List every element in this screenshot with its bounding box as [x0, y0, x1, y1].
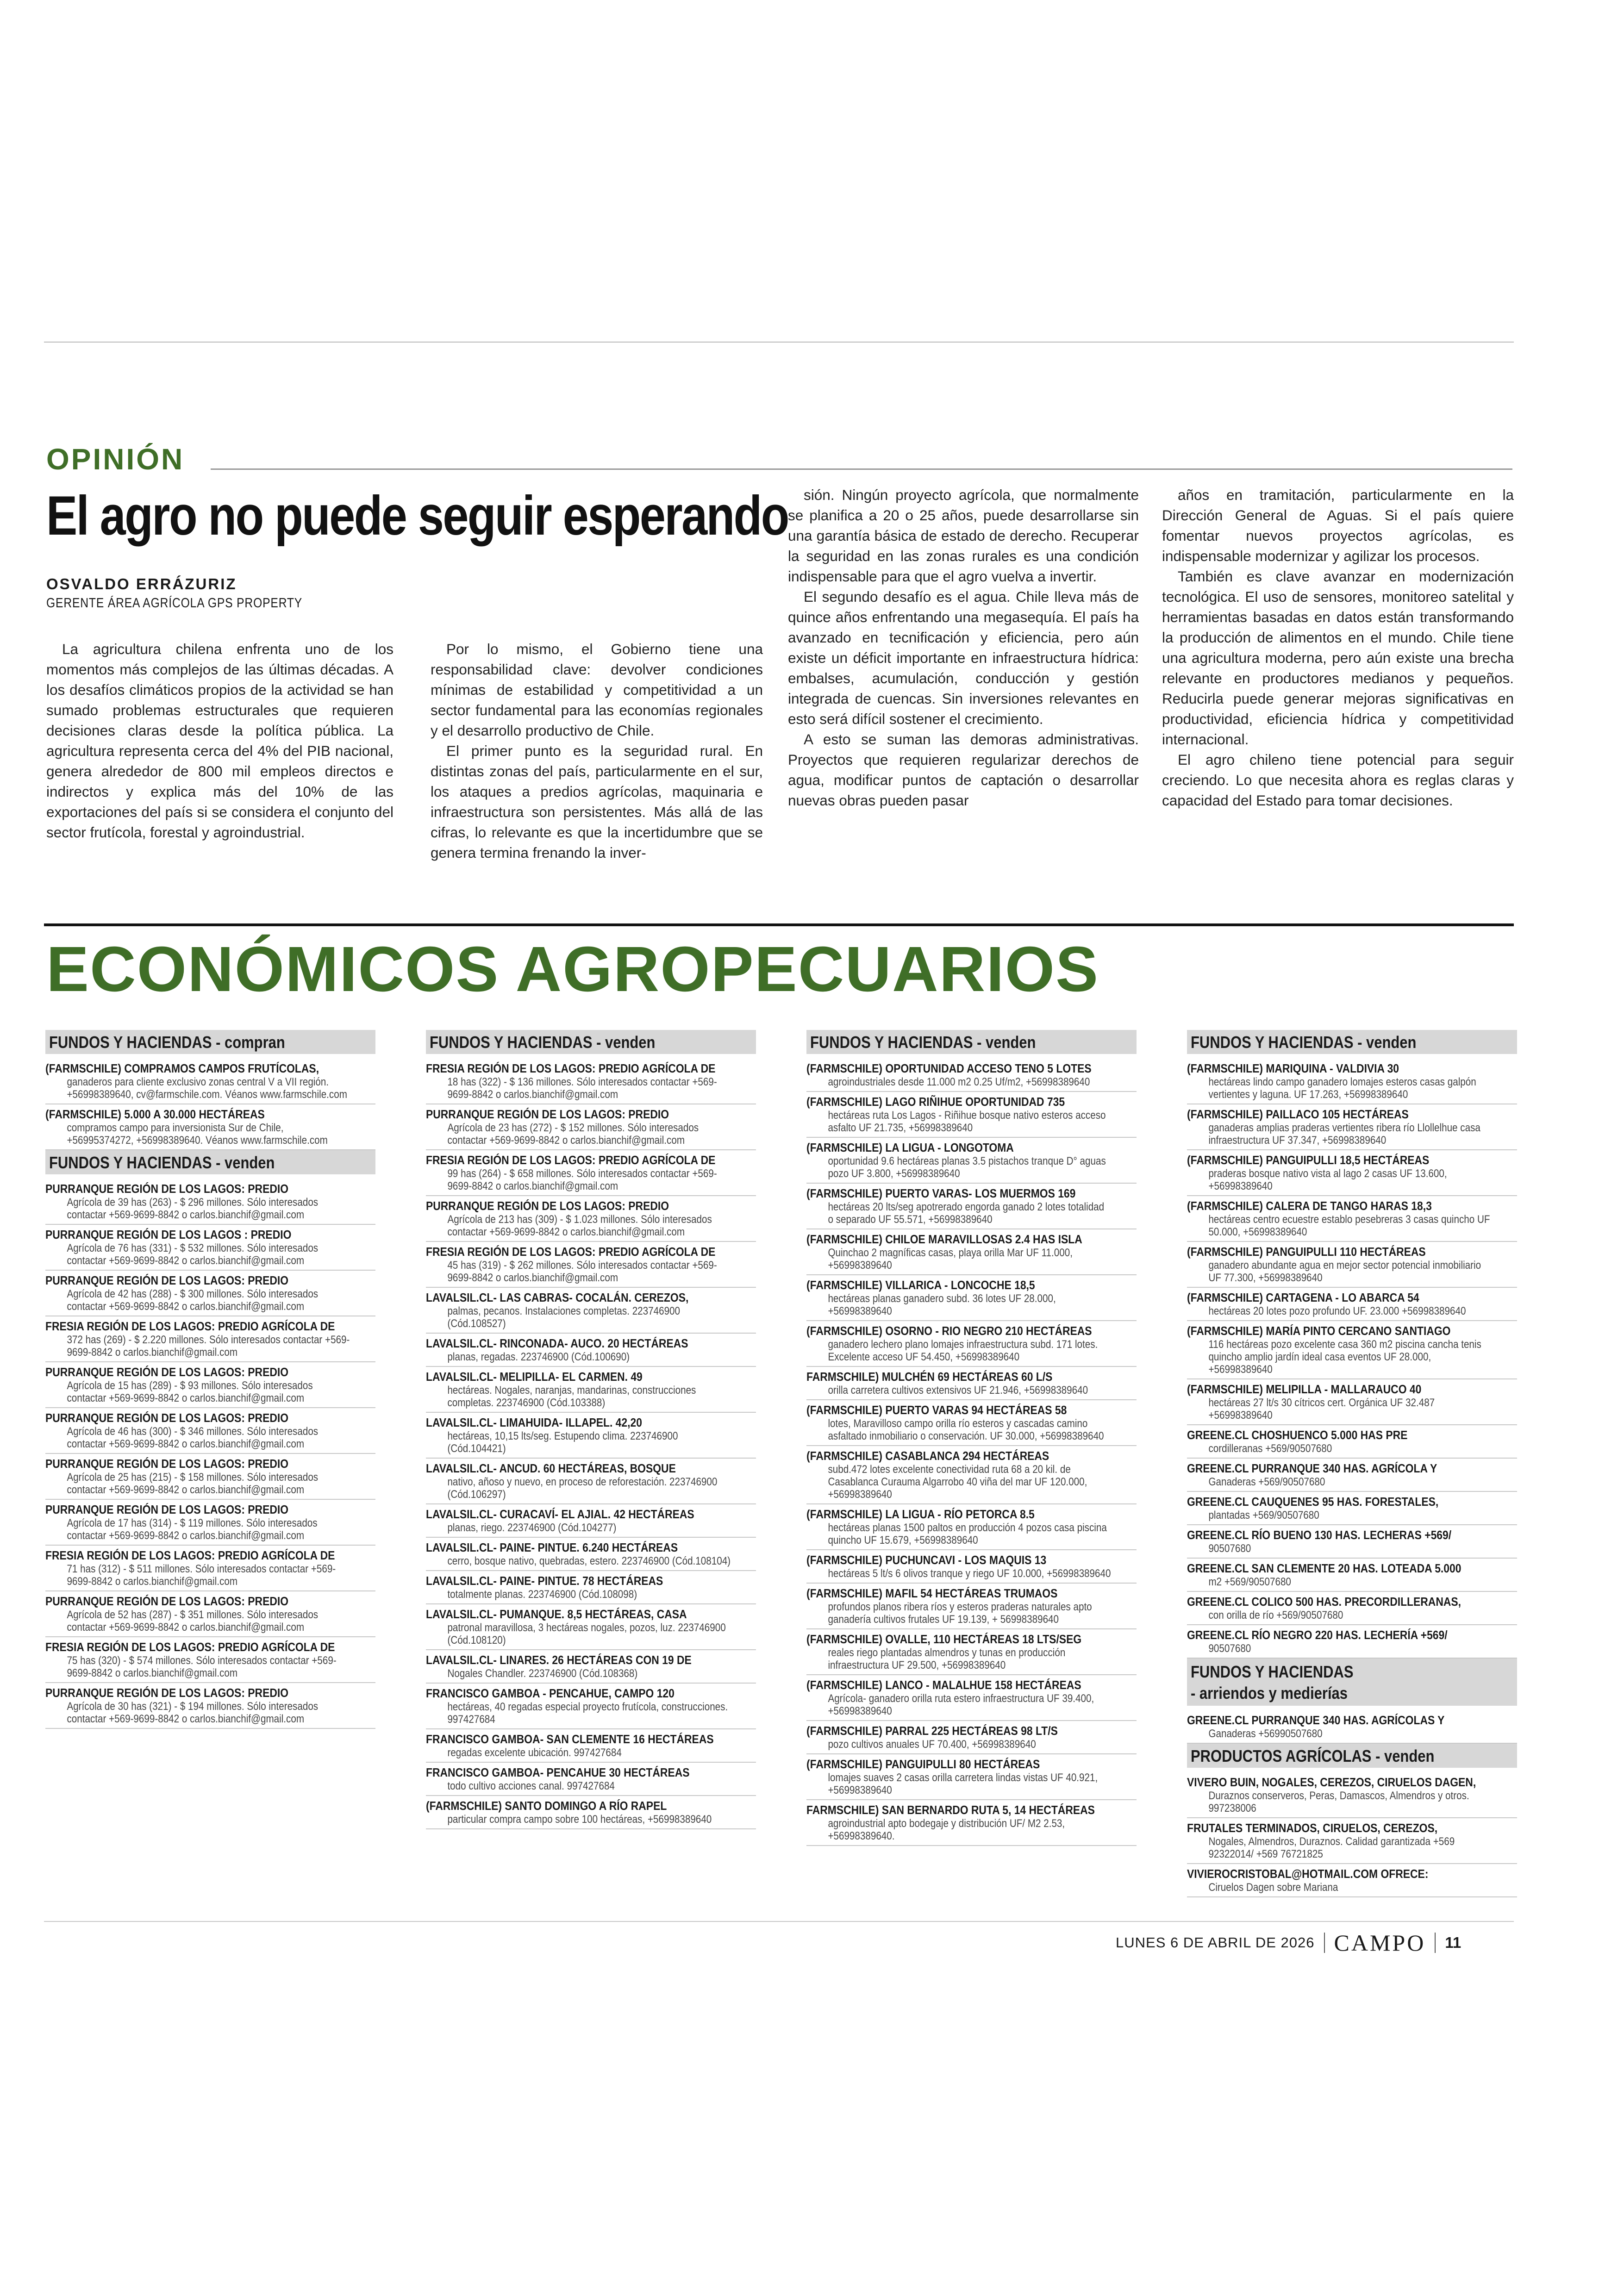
ad-body: hectáreas lindo campo ganadero lomajes esteros casas galpón vertientes y laguna. UF 17.263, +56998389640 [1208, 1076, 1476, 1101]
ad-title: (FARMSCHILE) CALERA DE TANGO HARAS 18,3 [1187, 1199, 1432, 1213]
classified-ad [1187, 1525, 1517, 1559]
classified-category-header [45, 1030, 375, 1054]
ad-body: Quinchao 2 magníficas casas, playa orilla Mar UF 11.000, +56998389640 [828, 1247, 1073, 1272]
classifieds-column-4 [1187, 1030, 1517, 1897]
classified-ad [806, 1184, 1137, 1229]
ad-body: Agrícola de 25 has (215) - $ 158 millones. Sólo interesados contactar +569-9699-8842 o carlos.bianchif@gmail.com [67, 1471, 319, 1496]
classified-ad [45, 1271, 375, 1316]
ad-body: Agrícola de 46 has (300) - $ 346 millones. Sólo interesados contactar +569-9699-8842 o carlos.bianchif@gmail.com [67, 1425, 319, 1450]
ad-title: GREENE.CL PURRANQUE 340 HAS. AGRÍCOLAS Y [1187, 1713, 1445, 1727]
classified-ad [1187, 1059, 1517, 1104]
classified-ad [426, 1796, 756, 1829]
ad-body: orilla carretera cultivos extensivos UF 21.946, +56998389640 [828, 1384, 1088, 1397]
ad-title: FRESIA REGIÓN DE LOS LAGOS: PREDIO AGRÍCOLA DE [426, 1245, 716, 1259]
classified-ad [806, 1584, 1137, 1629]
ad-body: ganadero abundante agua en mejor sector potencial inmobiliario UF 77.300, +56998389640 [1208, 1259, 1481, 1284]
ad-title: LAVALSIL.CL- RINCONADA- AUCO. 20 HECTÁREAS [426, 1336, 688, 1350]
ad-body: palmas, pecanos. Instalaciones completas. 223746900 (Cód.108527) [447, 1305, 681, 1330]
classified-ad [806, 1550, 1137, 1584]
classified-category-header [426, 1030, 756, 1054]
ad-title: (FARMSCHILE) PUERTO VARAS 94 HECTÁREAS 58 [806, 1403, 1067, 1417]
ad-title: (FARMSCHILE) COMPRAMOS CAMPOS FRUTÍCOLAS, [45, 1061, 319, 1075]
classified-ad [1187, 1242, 1517, 1288]
ad-body: planas, regadas. 223746900 (Cód.100690) [447, 1351, 630, 1363]
classified-ad [426, 1604, 756, 1650]
classified-ad [1187, 1592, 1517, 1625]
classified-ad [426, 1150, 756, 1196]
ad-body: 99 has (264) - $ 658 millones. Sólo interesados contactar +569-9699-8842 o carlos.bianchif@gmail.com [447, 1167, 717, 1192]
ad-title: (FARMSCHILE) OVALLE, 110 HECTÁREAS 18 LTS/SEG [806, 1632, 1082, 1646]
classified-ad [426, 1413, 756, 1459]
ad-title: (FARMSCHILE) MARÍA PINTO CERCANO SANTIAGO [1187, 1324, 1451, 1338]
article-paragraph: El segundo desafío es el agua. Chile lleva más de quince años enfrentando una megasequía. El país ha avanzado en tecnificación y eficiencia, pero aún existe un déficit importante en infraestructura hídrica: embalses, acumulación, conducción y gestión integrada de cuencas. Sin inversiones relevantes en esto será difícil sostener el crecimiento. [788, 588, 1139, 727]
ad-title: GREENE.CL PURRANQUE 340 HAS. AGRÍCOLA Y [1187, 1461, 1437, 1475]
classified-ad [45, 1637, 375, 1683]
ad-body: hectáreas centro ecuestre establo pesebreras 3 casas quincho UF 50.000, +56998389640 [1208, 1213, 1490, 1238]
ad-body: 372 has (269) - $ 2.220 millones. Sólo interesados contactar +569-9699-8842 o carlos.bianchif@gmail.com [67, 1334, 350, 1359]
ad-body: hectáreas, 10,15 lts/seg. Estupendo clima. 223746900 (Cód.104421) [447, 1430, 678, 1455]
ad-title: (FARMSCHILE) PARRAL 225 HECTÁREAS 98 LT/S [806, 1724, 1058, 1738]
ad-body: 90507680 [1208, 1542, 1251, 1555]
ad-body: lomajes suaves 2 casas orilla carretera lindas vistas UF 40.921, +56998389640 [828, 1771, 1098, 1796]
footer-brand: CAMPO [1334, 1930, 1426, 1956]
ad-body: m2 +569/90507680 [1208, 1576, 1291, 1588]
ad-body: Agrícola de 213 has (309) - $ 1.023 millones. Sólo interesados contactar +569-9699-8842 o carlos.bianchif@gmail.com [447, 1213, 712, 1238]
classified-ad [806, 1059, 1137, 1092]
ad-title: LAVALSIL.CL- LAS CABRAS- COCALÁN. CEREZOS, [426, 1291, 689, 1304]
section-label: OPINIÓN [46, 443, 185, 476]
classified-ad [45, 1059, 375, 1104]
ad-title: (FARMSCHILE) OSORNO - RIO NEGRO 210 HECTÁREAS [806, 1324, 1092, 1338]
classified-ad [426, 1334, 756, 1367]
ad-body: reales riego plantadas almendros y tunas en producción infraestructura UF 29.500, +56998389640 [828, 1646, 1066, 1671]
classifieds-rule [44, 923, 1514, 926]
ad-body: Agrícola- ganadero orilla ruta estero infraestructura UF 39.400, +56998389640 [828, 1692, 1094, 1717]
category-label: FUNDOS Y HACIENDAS - venden [49, 1153, 275, 1172]
ad-body: particular compra campo sobre 100 hectáreas, +56998389640 [447, 1813, 712, 1826]
classified-ad [426, 1538, 756, 1571]
ad-body: totalmente planas. 223746900 (Cód.108098) [447, 1588, 637, 1601]
classified-ad [45, 1179, 375, 1225]
ad-title: (FARMSCHILE) LA LIGUA - LONGOTOMA [806, 1141, 1014, 1154]
ad-title: (FARMSCHILE) SANTO DOMINGO A RÍO RAPEL [426, 1799, 667, 1813]
classifieds-column-2 [426, 1030, 756, 1829]
classified-category-header [1187, 1030, 1517, 1054]
classified-category-header [806, 1030, 1137, 1054]
ad-title: PURRANQUE REGIÓN DE LOS LAGOS : PREDIO [45, 1228, 292, 1241]
classified-ad [1187, 1492, 1517, 1525]
classified-ad [806, 1754, 1137, 1800]
classified-ad [806, 1275, 1137, 1321]
classified-ad [426, 1684, 756, 1729]
ad-body: Nogales Chandler. 223746900 (Cód.108368) [447, 1667, 638, 1680]
footer-divider [1324, 1933, 1325, 1953]
ad-title: FRESIA REGIÓN DE LOS LAGOS: PREDIO AGRÍCOLA DE [426, 1153, 716, 1167]
classified-ad [1187, 1459, 1517, 1492]
ad-title: (FARMSCHILE) PANGUIPULLI 80 HECTÁREAS [806, 1757, 1040, 1771]
author-role: GERENTE ÁREA AGRÍCOLA GPS PROPERTY [46, 596, 303, 611]
ad-body: profundos planos ribera ríos y esteros praderas naturales apto ganadería cultivos frutales UF 19.139, + 56998389640 [828, 1601, 1092, 1626]
ad-title: GREENE.CL CHOSHUENCO 5.000 HAS PRE [1187, 1428, 1408, 1442]
ad-body: lotes, Maravilloso campo orilla río esteros y cascadas camino asfaltado inmobiliario o conservación. UF 30.000, +56998389640 [828, 1417, 1104, 1442]
classified-ad [1187, 1196, 1517, 1242]
ad-title: (FARMSCHILE) MELIPILLA - MALLARAUCO 40 [1187, 1382, 1422, 1396]
ad-body: compramos campo para inversionista Sur de Chile, +56995374272, +56998389640. Véanos www.farmschile.com [67, 1122, 328, 1147]
ad-title: FRESIA REGIÓN DE LOS LAGOS: PREDIO AGRÍCOLA DE [426, 1061, 716, 1075]
page-number: 11 [1445, 1934, 1462, 1951]
ad-title: (FARMSCHILE) MARIQUINA - VALDIVIA 30 [1187, 1061, 1399, 1075]
classified-ad [426, 1104, 756, 1150]
ad-body: Ganaderas +56990507680 [1208, 1727, 1323, 1740]
classified-ad [806, 1675, 1137, 1721]
ad-title: (FARMSCHILE) CASABLANCA 294 HECTÁREAS [806, 1449, 1049, 1463]
article-paragraph: La agricultura chilena enfrenta uno de los momentos más complejos de las últimas décadas. A los desafíos climáticos propios de la actividad se han sumado problemas estructurales que requieren decisiones claras desde la política pública. La agricultura representa cerca del 4% del PIB nacional, genera alrededor de 800 mil empleos directos e indirectos y explica más del 10% de las exportaciones del país si se considera el conjunto del sector frutícola, forestal y agroindustrial. [46, 641, 394, 841]
ad-body: agroindustrial apto bodegaje y distribución UF/ M2 2.53, +56998389640. [828, 1817, 1065, 1842]
ad-title: (FARMSCHILE) PANGUIPULLI 18,5 HECTÁREAS [1187, 1153, 1430, 1167]
category-label: FUNDOS Y HACIENDAS - venden [430, 1033, 656, 1052]
ad-body: Ciruelos Dagen sobre Mariana [1208, 1881, 1338, 1894]
classified-ad [1187, 1425, 1517, 1459]
classified-ad [806, 1446, 1137, 1504]
ad-title: (FARMSCHILE) VILLARICA - LONCOCHE 18,5 [806, 1278, 1035, 1292]
ad-title: LAVALSIL.CL- LIMAHUIDA- ILLAPEL. 42,20 [426, 1416, 642, 1429]
classified-category-header [1187, 1659, 1517, 1706]
ad-title: (FARMSCHILE) CARTAGENA - LO ABARCA 54 [1187, 1291, 1419, 1304]
ad-title: LAVALSIL.CL- LINARES. 26 HECTÁREAS CON 19 DE [426, 1653, 692, 1667]
classified-ad [45, 1454, 375, 1500]
ad-title: FRANCISCO GAMBOA - PENCAHUE, CAMPO 120 [426, 1686, 675, 1700]
ad-title: (FARMSCHILE) PANGUIPULLI 110 HECTÁREAS [1187, 1245, 1426, 1259]
article-column-4 [1162, 485, 1514, 811]
classified-ad [45, 1591, 375, 1637]
ad-body: cerro, bosque nativo, quebradas, estero. 223746900 (Cód.108104) [447, 1555, 731, 1567]
ad-body: 90507680 [1208, 1642, 1251, 1655]
article-column-2 [431, 639, 763, 863]
classified-ad [806, 1400, 1137, 1446]
ad-title: FRESIA REGIÓN DE LOS LAGOS: PREDIO AGRÍCOLA DE [45, 1548, 335, 1562]
article-paragraph: El agro chileno tiene potencial para seguir creciendo. Lo que necesita ahora es reglas claras y capacidad del Estado para tomar decisiones. [1162, 751, 1514, 809]
classified-ad [1187, 1288, 1517, 1321]
ad-title: FRESIA REGIÓN DE LOS LAGOS: PREDIO AGRÍCOLA DE [45, 1640, 335, 1654]
ad-body: hectáreas ruta Los Lagos - Riñihue bosque nativo esteros acceso asfalto UF 21.735, +56998389640 [828, 1109, 1106, 1134]
author-name: OSVALDO ERRÁZURIZ [46, 575, 237, 592]
ad-body: regadas excelente ubicación. 997427684 [447, 1746, 622, 1759]
top-rule [44, 342, 1514, 343]
article-paragraph: Por lo mismo, el Gobierno tiene una responsabilidad clave: devolver condiciones mínimas de estabilidad y competitividad a un sector fundamental para las economías regionales y el desarrollo productivo de Chile. [431, 641, 763, 739]
ad-title: (FARMSCHILE) OPORTUNIDAD ACCESO TENO 5 LOTES [806, 1061, 1092, 1075]
ad-title: (FARMSCHILE) MAFIL 54 HECTÁREAS TRUMAOS [806, 1586, 1058, 1600]
footer-divider [1435, 1933, 1436, 1953]
ad-title: PURRANQUE REGIÓN DE LOS LAGOS: PREDIO [426, 1199, 669, 1213]
ad-body: ganadero lechero plano lomajes infraestructura subd. 171 lotes. Excelente acceso UF 54.450, +56998389640 [828, 1338, 1098, 1363]
ad-body: patronal maravillosa, 3 hectáreas nogales, pozos, luz. 223746900 (Cód.108120) [447, 1621, 726, 1646]
ad-title: PURRANQUE REGIÓN DE LOS LAGOS: PREDIO [45, 1503, 289, 1516]
classified-ad [806, 1092, 1137, 1138]
classified-ad [426, 1367, 756, 1413]
ad-body: hectáreas 20 lts/seg apotrerado engorda ganado 2 lotes totalidad o separado UF 55.571, +56998389640 [828, 1201, 1105, 1226]
ad-title: PURRANQUE REGIÓN DE LOS LAGOS: PREDIO [45, 1594, 289, 1608]
classified-ad [426, 1459, 756, 1504]
ad-body: nativo, añoso y nuevo, en proceso de reforestación. 223746900 (Cód.106297) [447, 1476, 718, 1501]
ad-title: VIVIEROCRISTOBAL@HOTMAIL.COM OFRECE: [1187, 1867, 1429, 1881]
classified-ad [426, 1059, 756, 1104]
ad-title: (FARMSCHILE) CHILOE MARAVILLOSAS 2.4 HAS ISLA [806, 1232, 1082, 1246]
ad-body: Agrícola de 15 has (289) - $ 93 millones. Sólo interesados contactar +569-9699-8842 o carlos.bianchif@gmail.com [67, 1379, 313, 1404]
ad-title: (FARMSCHILE) PUERTO VARAS- LOS MUERMOS 169 [806, 1186, 1076, 1200]
article-paragraph: años en tramitación, particularmente en la Dirección General de Aguas. Si el país quiere fomentar nuevos proyectos agrícolas, es indispensable modernizar y agilizar los procesos. [1162, 486, 1514, 564]
classified-ad [1187, 1864, 1517, 1897]
ad-title: (FARMSCHILE) LAGO RIÑIHUE OPORTUNIDAD 735 [806, 1095, 1065, 1109]
ad-body: Agrícola de 76 has (331) - $ 532 millones. Sólo interesados contactar +569-9699-8842 o carlos.bianchif@gmail.com [67, 1242, 319, 1267]
classified-ad [1187, 1321, 1517, 1379]
classified-ad [45, 1225, 375, 1271]
article-paragraph: El primer punto es la seguridad rural. En distintas zonas del país, particularmente en el sur, los ataques a predios agrícolas, maquinaria e infraestructura son persistentes. Más allá de las cifras, lo relevante es que la incertidumbre que se genera termina frenando la inver- [431, 742, 763, 861]
ad-title: GREENE.CL RÍO BUENO 130 HAS. LECHERAS +569/ [1187, 1528, 1452, 1542]
classified-ad [1187, 1559, 1517, 1592]
ad-title: (FARMSCHILE) PAILLACO 105 HECTÁREAS [1187, 1107, 1409, 1121]
ad-body: hectáreas planas ganadero subd. 36 lotes UF 28.000, +56998389640 [828, 1292, 1056, 1317]
classified-ad [1187, 1625, 1517, 1659]
ad-body: hectáreas, 40 regadas especial proyecto frutícola, construcciones. 997427684 [447, 1701, 728, 1726]
ad-title: GREENE.CL CAUQUENES 95 HAS. FORESTALES, [1187, 1495, 1439, 1509]
ad-title: VIVERO BUIN, NOGALES, CEREZOS, CIRUELOS DAGEN, [1187, 1775, 1476, 1789]
ad-body: Duraznos conserveros, Peras, Damascos, Almendros y otros. 997238006 [1208, 1790, 1469, 1815]
ad-body: Agrícola de 52 has (287) - $ 351 millones. Sólo interesados contactar +569-9699-8842 o carlos.bianchif@gmail.com [67, 1609, 319, 1634]
ad-body: cordilleranas +569/90507680 [1208, 1442, 1332, 1455]
classified-ad [806, 1229, 1137, 1275]
ad-title: FRANCISCO GAMBOA- SAN CLEMENTE 16 HECTÁREAS [426, 1732, 714, 1746]
classified-ad [1187, 1772, 1517, 1818]
classified-ad [426, 1763, 756, 1796]
category-label: FUNDOS Y HACIENDAS - compran [49, 1033, 285, 1052]
ad-title: LAVALSIL.CL- CURACAVÍ- EL AJIAL. 42 HECTÁREAS [426, 1507, 694, 1521]
ad-title: GREENE.CL RÍO NEGRO 220 HAS. LECHERÍA +569/ [1187, 1628, 1448, 1642]
ad-body: 71 has (312) - $ 511 millones. Sólo interesados contactar +569-9699-8842 o carlos.bianchif@gmail.com [67, 1563, 336, 1588]
ad-title: (FARMSCHILE) 5.000 A 30.000 HECTÁREAS [45, 1107, 265, 1121]
article-paragraph: También es clave avanzar en modernización tecnológica. El uso de sensores, monitoreo satelital y herramientas basadas en datos están transformando la producción de alimentos en el mundo. Chile tiene una agricultura moderna, pero aún existe una brecha relevante en productores medianos y pequeños. Reducirla puede generar mejoras significativas en productividad, eficiencia hídrica y competitividad internacional. [1162, 568, 1514, 748]
ad-title: FRANCISCO GAMBOA- PENCAHUE 30 HECTÁREAS [426, 1765, 690, 1779]
classified-ad [426, 1196, 756, 1242]
ad-body: hectáreas 5 lt/s 6 olivos tranque y riego UF 10.000, +56998389640 [828, 1567, 1111, 1580]
article-column-3 [788, 485, 1139, 811]
ad-body: Agrícola de 30 has (321) - $ 194 millones. Sólo interesados contactar +569-9699-8842 o carlos.bianchif@gmail.com [67, 1700, 319, 1725]
ad-title: PURRANQUE REGIÓN DE LOS LAGOS: PREDIO [45, 1686, 289, 1700]
classified-ad [806, 1138, 1137, 1184]
category-label: FUNDOS Y HACIENDAS - venden [1191, 1033, 1417, 1052]
ad-body: hectáreas 27 lt/s 30 cítricos cert. Orgánica UF 32.487 +56998389640 [1208, 1397, 1435, 1422]
ad-body: 116 hectáreas pozo excelente casa 360 m2 piscina cancha tenis quincho amplio jardín ideal casa eventos UF 28.000, +56998389640 [1208, 1338, 1481, 1376]
classified-ad [806, 1721, 1137, 1754]
ad-title: GREENE.CL COLICO 500 HAS. PRECORDILLERANAS, [1187, 1595, 1462, 1609]
ad-title: (FARMSCHILE) LANCO - MALALHUE 158 HECTÁREAS [806, 1678, 1081, 1692]
ad-title: PURRANQUE REGIÓN DE LOS LAGOS: PREDIO [45, 1411, 289, 1425]
footer-rule [44, 1921, 1514, 1922]
classified-ad [426, 1650, 756, 1684]
ad-body: 75 has (320) - $ 574 millones. Sólo interesados contactar +569-9699-8842 o carlos.bianchif@gmail.com [67, 1654, 337, 1679]
classified-category-header [1187, 1744, 1517, 1768]
category-label: PRODUCTOS AGRÍCOLAS - venden [1191, 1746, 1435, 1765]
ad-body: plantadas +569/90507680 [1208, 1509, 1319, 1522]
ad-title: PURRANQUE REGIÓN DE LOS LAGOS: PREDIO [45, 1457, 289, 1471]
ad-title: (FARMSCHILE) PUCHUNCAVI - LOS MAQUIS 13 [806, 1553, 1047, 1567]
ad-body: Ganaderas +569/90507680 [1208, 1476, 1325, 1488]
classifieds-column-1 [45, 1030, 375, 1729]
classified-ad [806, 1629, 1137, 1675]
article-paragraph: A esto se suman las demoras administrativas. Proyectos que requieren regularizar derechos de agua, modificar puntos de captación o desarrollar nuevas obras pueden pasar [788, 731, 1139, 809]
ad-title: FRUTALES TERMINADOS, CIRUELOS, CEREZOS, [1187, 1821, 1438, 1835]
ad-body: pozo cultivos anuales UF 70.400, +56998389640 [828, 1738, 1036, 1751]
ad-title: FARMSCHILE) MULCHÉN 69 HECTÁREAS 60 L/S [806, 1370, 1053, 1384]
ad-body: Agrícola de 39 has (263) - $ 296 millones. Sólo interesados contactar +569-9699-8842 o carlos.bianchif@gmail.com [67, 1196, 319, 1221]
ad-body: 45 has (319) - $ 262 millones. Sólo interesados contactar +569-9699-8842 o carlos.bianchif@gmail.com [447, 1259, 717, 1284]
classified-ad [45, 1546, 375, 1591]
ad-body: hectáreas 20 lotes pozo profundo UF. 23.000 +56998389640 [1208, 1305, 1466, 1317]
article-column-1 [46, 639, 394, 842]
ad-title: FARMSCHILE) SAN BERNARDO RUTA 5, 14 HECTÁREAS [806, 1803, 1095, 1817]
classified-ad [806, 1367, 1137, 1400]
category-label: FUNDOS Y HACIENDAS [1191, 1662, 1354, 1681]
ad-body: ganaderas amplias praderas vertientes ribera río Llollelhue casa infraestructura UF 37.347, +56998389640 [1208, 1122, 1480, 1147]
classified-ad [426, 1504, 756, 1538]
ad-body: Agrícola de 42 has (288) - $ 300 millones. Sólo interesados contactar +569-9699-8842 o carlos.bianchif@gmail.com [67, 1288, 319, 1313]
ad-body: hectáreas. Nogales, naranjas, mandarinas, construcciones completas. 223746900 (Cód.103388) [447, 1384, 696, 1409]
classified-ad [45, 1362, 375, 1408]
ad-body: con orilla de río +569/90507680 [1208, 1609, 1343, 1621]
classified-ad [806, 1800, 1137, 1846]
ad-body: oportunidad 9.6 hectáreas planas 3.5 pistachos tranque D° aguas pozo UF 3.800, +56998389640 [828, 1155, 1106, 1180]
classified-ad [806, 1504, 1137, 1550]
classified-ad [1187, 1379, 1517, 1425]
ad-body: planas, riego. 223746900 (Cód.104277) [447, 1522, 617, 1534]
ad-title: LAVALSIL.CL- MELIPILLA- EL CARMEN. 49 [426, 1370, 643, 1384]
classified-ad [1187, 1818, 1517, 1864]
classified-ad [45, 1683, 375, 1729]
ad-title: PURRANQUE REGIÓN DE LOS LAGOS: PREDIO [45, 1182, 289, 1196]
classified-ad [45, 1500, 375, 1546]
category-label: FUNDOS Y HACIENDAS - venden [810, 1033, 1036, 1052]
section-rule [211, 468, 1512, 470]
ad-body: Nogales, Almendros, Duraznos. Calidad garantizada +569 92322014/ +569 76721825 [1208, 1835, 1455, 1860]
category-sublabel: - arriendos y medierías [1191, 1684, 1348, 1703]
ad-title: (FARMSCHILE) LA LIGUA - RÍO PETORCA 8.5 [806, 1507, 1035, 1521]
ad-body: Agrícola de 17 has (314) - $ 119 millones. Sólo interesados contactar +569-9699-8842 o carlos.bianchif@gmail.com [67, 1517, 318, 1542]
classified-ad [426, 1288, 756, 1334]
article-paragraph: sión. Ningún proyecto agrícola, que normalmente se planifica a 20 o 25 años, puede desarrollarse sin una garantía básica de estado de derecho. Recuperar la seguridad en las zonas rurales es una condición indispensable para que el agro vuelva a invertir. [788, 486, 1139, 585]
classified-ad [45, 1316, 375, 1362]
classified-ad [45, 1104, 375, 1150]
ad-body: Agrícola de 23 has (272) - $ 152 millones. Sólo interesados contactar +569-9699-8842 o carlos.bianchif@gmail.com [447, 1122, 699, 1147]
classified-ad [806, 1321, 1137, 1367]
classified-category-header [45, 1150, 375, 1174]
classified-ad [426, 1571, 756, 1604]
classified-ad [426, 1242, 756, 1288]
ad-body: ganaderos para cliente exclusivo zonas central V a VII región. +56998389640, cv@farmschile.com. Véanos www.farmschile.com [67, 1076, 347, 1101]
ad-body: todo cultivo acciones canal. 997427684 [447, 1780, 615, 1792]
classified-ad [1187, 1710, 1517, 1744]
ad-body: hectáreas planas 1500 paltos en producción 4 pozos casa piscina quincho UF 15.679, +56998389640 [828, 1522, 1107, 1547]
ad-body: agroindustriales desde 11.000 m2 0.25 Uf/m2, +56998389640 [828, 1076, 1090, 1088]
page-footer [1116, 1929, 1461, 1956]
classified-ad [45, 1408, 375, 1454]
footer-date: LUNES 6 DE ABRIL DE 2026 [1116, 1934, 1315, 1951]
classifieds-banner: ECONÓMICOS AGROPECUARIOS [46, 934, 1099, 1005]
ad-title: LAVALSIL.CL- ANCUD. 60 HECTÁREAS, BOSQUE [426, 1461, 676, 1475]
article-title: El agro no puede seguir esperando [46, 485, 788, 547]
ad-title: GREENE.CL SAN CLEMENTE 20 HAS. LOTEADA 5.000 [1187, 1561, 1462, 1575]
ad-title: PURRANQUE REGIÓN DE LOS LAGOS: PREDIO [426, 1107, 669, 1121]
classified-ad [1187, 1104, 1517, 1150]
classifieds-column-3 [806, 1030, 1137, 1846]
ad-title: LAVALSIL.CL- PUMANQUE. 8,5 HECTÁREAS, CASA [426, 1607, 687, 1621]
ad-title: LAVALSIL.CL- PAINE- PINTUE. 6.240 HECTÁREAS [426, 1540, 678, 1554]
ad-title: PURRANQUE REGIÓN DE LOS LAGOS: PREDIO [45, 1273, 289, 1287]
ad-title: FRESIA REGIÓN DE LOS LAGOS: PREDIO AGRÍCOLA DE [45, 1319, 335, 1333]
ad-title: PURRANQUE REGIÓN DE LOS LAGOS: PREDIO [45, 1365, 289, 1379]
ad-body: praderas bosque nativo vista al lago 2 casas UF 13.600, +56998389640 [1208, 1167, 1447, 1192]
classified-ad [426, 1729, 756, 1763]
ad-body: subd.472 lotes excelente conectividad ruta 68 a 20 kil. de Casablanca Curauma Algarrobo 40 viña del mar UF 120.000, +56998389640 [828, 1463, 1087, 1501]
ad-title: LAVALSIL.CL- PAINE- PINTUE. 78 HECTÁREAS [426, 1574, 663, 1588]
ad-body: 18 has (322) - $ 136 millones. Sólo interesados contactar +569-9699-8842 o carlos.bianchif@gmail.com [447, 1076, 717, 1101]
classified-ad [1187, 1150, 1517, 1196]
